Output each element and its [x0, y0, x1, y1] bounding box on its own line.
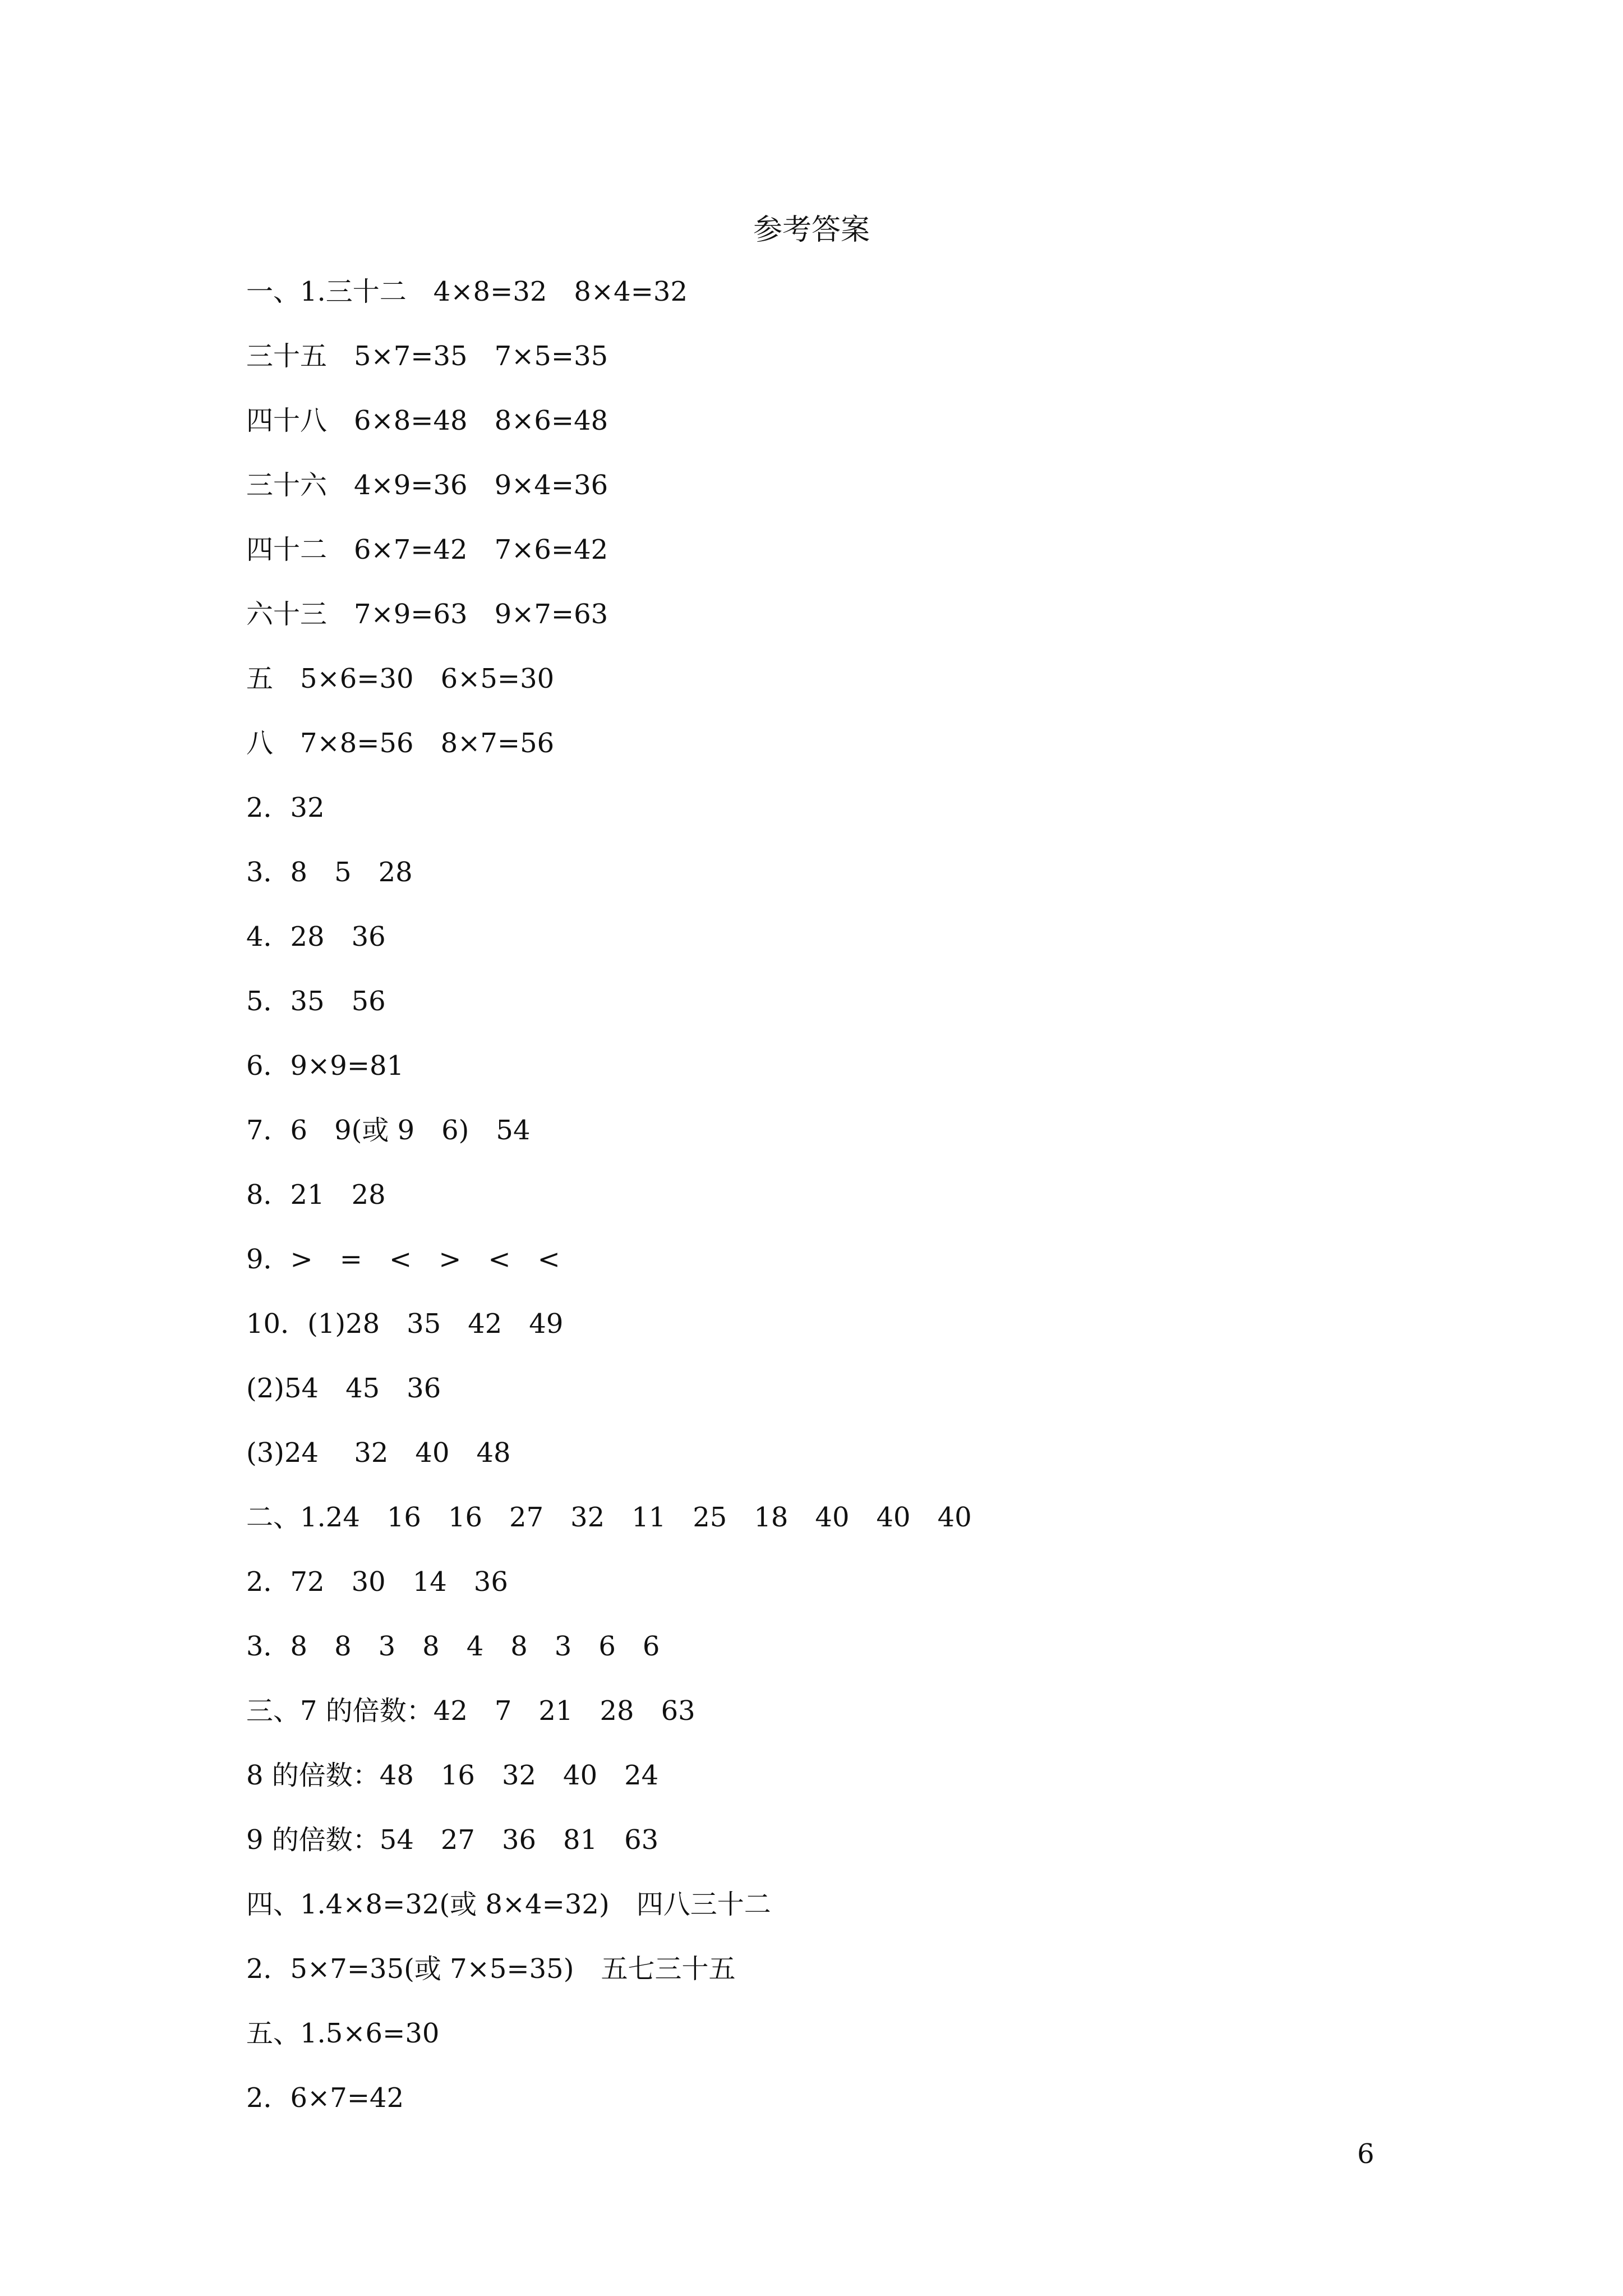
answer-line: 5．35 56: [246, 986, 386, 1017]
answer-line: 二、1.24 16 16 27 32 11 25 18 40 40 40: [246, 1502, 972, 1533]
answer-line: 2．6×7=42: [246, 2082, 404, 2114]
answer-line: 四、1.4×8=32(或 8×4=32) 四八三十二: [246, 1889, 771, 1920]
answer-line: (2)54 45 36: [246, 1373, 441, 1404]
answer-list: [246, 269, 1424, 2140]
answer-line: 四十二 6×7=42 7×6=42: [246, 534, 608, 565]
answer-line: 2．32: [246, 792, 325, 823]
page-number: 6: [1357, 2138, 1375, 2170]
answer-line: 4．28 36: [246, 921, 386, 953]
answer-line: 8 的倍数：48 16 32 40 24: [246, 1760, 659, 1791]
answer-line: 2．5×7=35(或 7×5=35) 五七三十五: [246, 1953, 736, 1985]
answer-line: 7．6 9(或 9 6) 54: [246, 1115, 531, 1146]
answer-line: (3)24 32 40 48: [246, 1437, 511, 1469]
answer-line: 三十五 5×7=35 7×5=35: [246, 341, 608, 372]
answer-line: 3．8 8 3 8 4 8 3 6 6: [246, 1631, 660, 1662]
answer-line: 9．> = < > < <: [246, 1244, 560, 1275]
answer-line: 四十八 6×8=48 8×6=48: [246, 405, 608, 436]
answer-line: 8．21 28: [246, 1179, 386, 1211]
answer-line: 2．72 30 14 36: [246, 1566, 508, 1598]
answer-line: 9 的倍数：54 27 36 81 63: [246, 1824, 659, 1856]
answer-line: 6．9×9=81: [246, 1050, 404, 1082]
answer-line: 3．8 5 28: [246, 857, 413, 888]
answer-line: 五、1.5×6=30: [246, 2018, 440, 2049]
answer-line: 三、7 的倍数：42 7 21 28 63: [246, 1695, 695, 1727]
answer-line: 10．(1)28 35 42 49: [246, 1308, 564, 1340]
answer-line: 一、1.三十二 4×8=32 8×4=32: [246, 276, 688, 307]
page-title: 参考答案: [753, 213, 870, 247]
answer-line: 三十六 4×9=36 9×4=36: [246, 470, 608, 501]
answer-line: 八 7×8=56 8×7=56: [246, 728, 555, 759]
answer-line: 五 5×6=30 6×5=30: [246, 663, 555, 694]
answer-line: 六十三 7×9=63 9×7=63: [246, 599, 608, 630]
